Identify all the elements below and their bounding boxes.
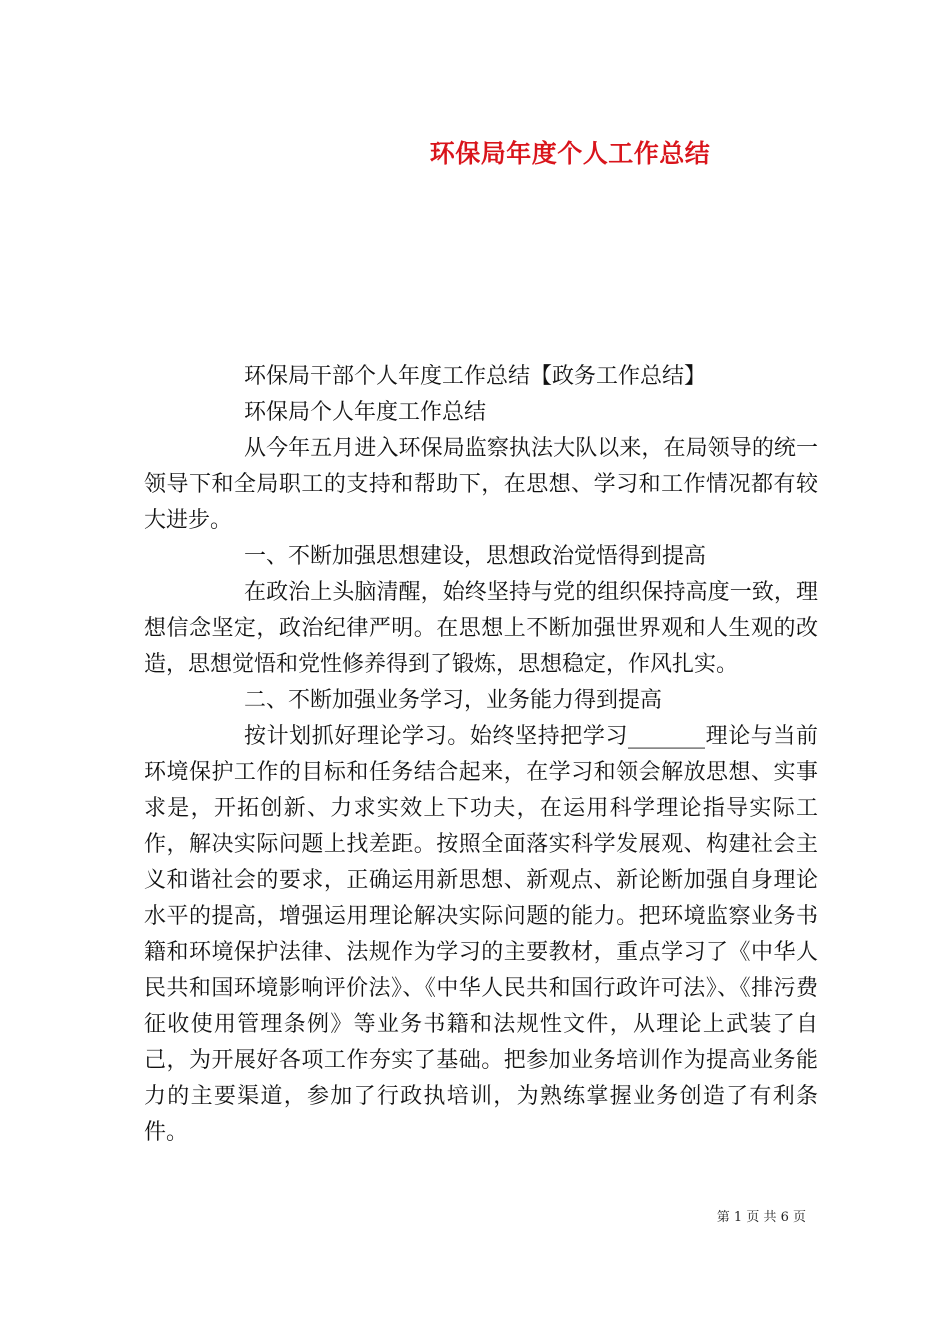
document-body xyxy=(144,359,818,1151)
paragraph: 从今年五月进入环保局监察执法大队以来，在局领导的统一领导下和全局职工的支持和帮助下，在思想、学习和工作情况都有较大进步。 xyxy=(144,436,818,533)
paragraph: 环保局干部个人年度工作总结【政务工作总结】 xyxy=(244,364,707,389)
section-heading: 二、不断加强业务学习，业务能力得到提高 xyxy=(244,688,663,713)
paragraph: 在政治上头脑清醒，始终坚持与党的组织保持高度一致，理想信念坚定，政治纪律严明。在思想上不断加强世界观和人生观的改造，思想觉悟和党性修养得到了锻炼，思想稳定，作风扎实。 xyxy=(144,580,818,677)
document-title: 环保局年度个人工作总结 xyxy=(429,139,711,168)
section-heading: 一、不断加强思想建设，思想政治觉悟得到提高 xyxy=(244,544,707,569)
page-number: 第 1 页 共 6 页 xyxy=(716,1210,806,1225)
paragraph: 环保局个人年度工作总结 xyxy=(244,400,487,425)
paragraph: 按计划抓好理论学习。始终坚持把学习_______理论与当前环境保护工作的目标和任务结合起来，在学习和领会解放思想、实事求是，开拓创新、力求实效上下功夫，在运用科学理论指导实际工作，解决实际问题上找差距。按照全面落实科学发展观、构建社会主义和谐社会的要求，正确运用新思想、新观点、新论断加强自身理论水平的提高，增强运用理论解决实际问题的能力。把环境监察业务书籍和环境保护法律、法规作为学习的主要教材，重点学习了《中华人民共和国环境影响评价法》、《中华人民共和国行政许可法》、《排污费征收使用管理条例》等业务书籍和法规性文件，从理论上武装了自己，为开展好各项工作夯实了基础。把参加业务培训作为提高业务能力的主要渠道，参加了行政执培训，为熟练掌握业务创造了有利条件。 xyxy=(144,724,818,1145)
